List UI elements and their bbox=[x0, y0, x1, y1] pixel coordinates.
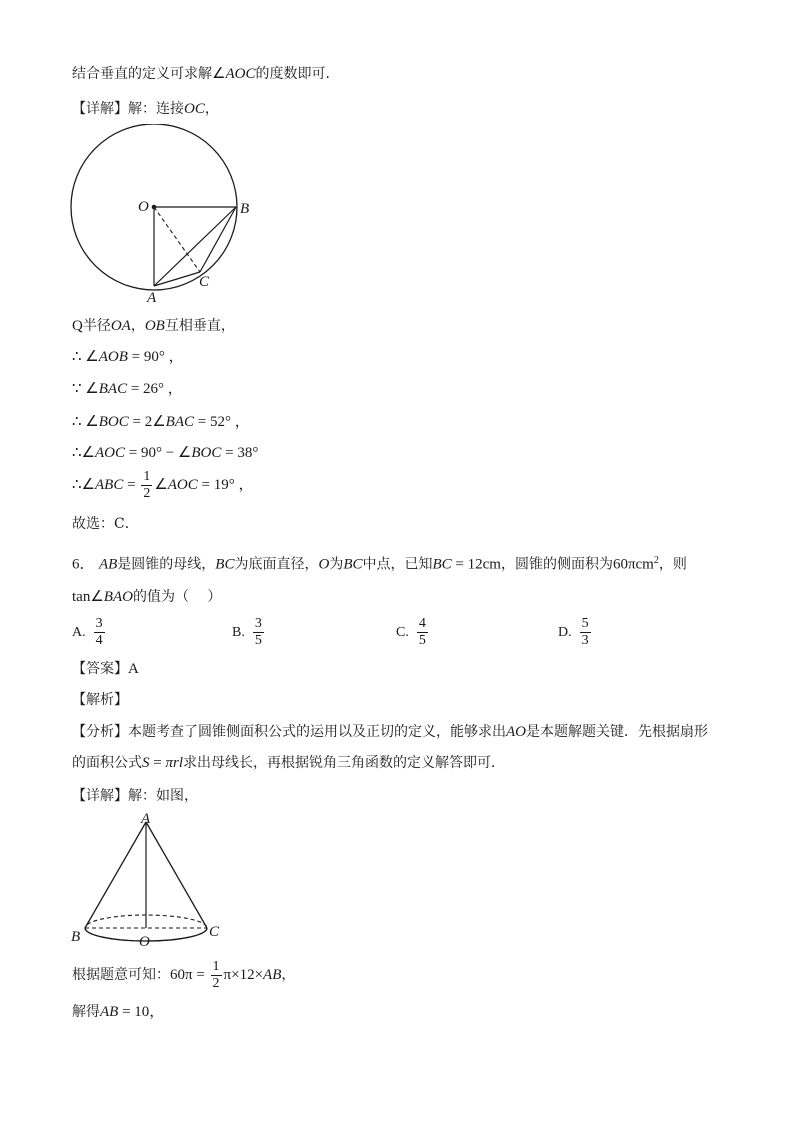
text: ，圆锥的侧面积为 bbox=[500, 556, 613, 573]
math-var: BOC bbox=[191, 445, 222, 461]
text: ， bbox=[204, 101, 219, 117]
math-var: BAC bbox=[165, 414, 195, 430]
text: = 19° ， bbox=[197, 477, 254, 493]
math-var: OB bbox=[144, 318, 165, 334]
fraction-numerator: 3 bbox=[95, 616, 103, 631]
question-6-stem bbox=[72, 551, 687, 575]
question-6-stem-cont bbox=[72, 587, 221, 607]
text: tan∠ bbox=[72, 589, 104, 605]
text: = bbox=[123, 477, 140, 493]
fraction bbox=[94, 616, 105, 649]
fraction-denominator: 5 bbox=[254, 633, 262, 648]
math-var: S bbox=[142, 755, 150, 771]
text: = 12cm bbox=[451, 556, 501, 573]
text: 半径 bbox=[82, 318, 111, 334]
label-C: C bbox=[199, 274, 210, 290]
text: 结合垂直的定义可求解 bbox=[72, 66, 212, 82]
math-var: BAC bbox=[98, 381, 128, 397]
text: = 10， bbox=[118, 1004, 165, 1020]
fraction-denominator: 2 bbox=[143, 486, 151, 502]
text-line-5 bbox=[72, 379, 183, 399]
text: Q bbox=[72, 318, 83, 334]
math-var: O bbox=[318, 556, 330, 573]
superscript: 2 bbox=[653, 555, 659, 566]
text-line-8 bbox=[72, 468, 253, 502]
text: = bbox=[149, 755, 166, 771]
text: = 90° − ∠ bbox=[125, 445, 192, 461]
label-C: C bbox=[209, 924, 220, 940]
text-line-1 bbox=[72, 64, 339, 84]
math-var: AOB bbox=[98, 349, 128, 365]
question-number: 6． bbox=[72, 556, 95, 573]
text: ∴∠ bbox=[72, 477, 95, 493]
math-var: BC bbox=[343, 556, 363, 573]
fraction bbox=[580, 616, 591, 649]
text: ∴ ∠ bbox=[72, 349, 99, 365]
answer-heading: 【答案】 bbox=[72, 661, 128, 677]
analysis-line-1 bbox=[72, 722, 708, 742]
math-var: BAO bbox=[103, 589, 133, 605]
text-line-11 bbox=[72, 1002, 164, 1022]
detail-heading bbox=[72, 786, 198, 806]
answer-value: A bbox=[128, 661, 139, 677]
angle-symbol: ∠ bbox=[212, 66, 226, 82]
center-point bbox=[152, 205, 157, 210]
label-O: O bbox=[139, 934, 150, 950]
fraction-denominator: 2 bbox=[212, 975, 220, 991]
circle-figure bbox=[66, 124, 256, 310]
label-B: B bbox=[71, 929, 81, 945]
label-B: B bbox=[240, 201, 250, 217]
text: = 38° bbox=[221, 445, 259, 461]
text: ∴∠ bbox=[72, 445, 95, 461]
math-var: πrl bbox=[165, 755, 183, 771]
text: 【详解】解：连接 bbox=[72, 101, 184, 117]
fraction bbox=[417, 616, 428, 649]
text: = 2∠ bbox=[128, 414, 166, 430]
fraction-numerator: 4 bbox=[418, 616, 426, 631]
text: 的面积公式 bbox=[72, 755, 142, 771]
text: 是圆锥的母线， bbox=[117, 556, 216, 573]
option-c[interactable] bbox=[396, 616, 430, 649]
label-A: A bbox=[147, 290, 157, 306]
cone-figure bbox=[66, 808, 236, 956]
math-var: OA bbox=[110, 318, 131, 334]
slant-AB bbox=[85, 822, 146, 928]
analysis-line-2 bbox=[72, 753, 505, 773]
fraction-numerator: 1 bbox=[212, 958, 220, 974]
text-line-6 bbox=[72, 412, 250, 432]
text-line-10 bbox=[72, 958, 295, 992]
option-b[interactable] bbox=[232, 616, 266, 649]
text: = 90° ， bbox=[127, 349, 184, 365]
math-var: OC bbox=[184, 101, 205, 117]
fraction-numerator: 3 bbox=[254, 616, 262, 631]
text: 60πcm bbox=[612, 556, 654, 573]
segment-OC-dashed bbox=[154, 207, 200, 272]
math-var: AOC bbox=[167, 477, 198, 493]
text: 中点，已知 bbox=[362, 556, 433, 573]
text-line-2 bbox=[72, 99, 219, 119]
text: 互相垂直， bbox=[164, 318, 235, 334]
math-var: ABC bbox=[95, 477, 124, 493]
text: 求出母线长，再根据锐角三角函数的定义解答即可． bbox=[183, 755, 505, 771]
text: ∵ ∠ bbox=[72, 381, 99, 397]
text: 为底面直径， bbox=[234, 556, 319, 573]
text: = 26° ， bbox=[127, 381, 183, 397]
text: 根据题意可知： bbox=[72, 967, 170, 983]
fraction bbox=[141, 469, 152, 502]
text: ∴ ∠ bbox=[72, 414, 99, 430]
option-label: D. bbox=[558, 624, 572, 640]
text: 为 bbox=[329, 556, 344, 573]
text: 故选：C． bbox=[72, 516, 139, 532]
fraction-denominator: 4 bbox=[95, 633, 103, 648]
fraction bbox=[211, 959, 222, 992]
fraction-numerator: 5 bbox=[581, 616, 589, 631]
label-O: O bbox=[138, 199, 149, 215]
segment-AB bbox=[154, 207, 236, 286]
math-var: BC bbox=[215, 556, 235, 573]
text: 是本题解题关键．先根据扇形 bbox=[526, 724, 708, 740]
text: 的值为（ ） bbox=[132, 589, 222, 605]
text: 60π = bbox=[170, 967, 209, 983]
text: 的度数即可． bbox=[255, 66, 340, 82]
analysis-heading bbox=[72, 690, 128, 710]
math-var: BC bbox=[432, 556, 452, 573]
text: ，则 bbox=[658, 556, 687, 573]
option-a[interactable] bbox=[72, 616, 107, 649]
math-var: AOC bbox=[225, 66, 256, 82]
math-var: BOC bbox=[98, 414, 129, 430]
text: 【解析】 bbox=[72, 692, 128, 708]
text: = 52° ， bbox=[194, 414, 250, 430]
text-line-7 bbox=[72, 443, 258, 463]
math-var: AB bbox=[100, 1004, 119, 1020]
text-line-4 bbox=[72, 347, 184, 367]
text: ， bbox=[281, 967, 296, 983]
fraction-denominator: 3 bbox=[581, 633, 589, 648]
text: 解得 bbox=[72, 1004, 100, 1020]
fraction bbox=[253, 616, 264, 649]
text-line-9 bbox=[72, 514, 139, 534]
answer-line bbox=[72, 659, 139, 679]
text: ， bbox=[130, 318, 145, 334]
text: 【分析】本题考查了圆锥侧面积公式的运用以及正切的定义，能够求出 bbox=[72, 724, 506, 740]
option-label: A. bbox=[72, 624, 86, 640]
option-label: B. bbox=[232, 624, 245, 640]
slant-AC bbox=[146, 822, 207, 928]
text: π×12× bbox=[223, 967, 264, 983]
fraction-denominator: 5 bbox=[418, 633, 426, 648]
fraction-numerator: 1 bbox=[143, 469, 151, 485]
math-var: AB bbox=[263, 967, 282, 983]
label-A: A bbox=[141, 811, 151, 827]
text: 【详解】解：如图， bbox=[72, 788, 198, 804]
text: ∠ bbox=[154, 477, 168, 493]
option-label: C. bbox=[396, 624, 409, 640]
option-d[interactable] bbox=[558, 616, 593, 649]
math-var: AO bbox=[506, 724, 526, 740]
math-var: AOC bbox=[95, 445, 125, 461]
text-line-3 bbox=[72, 316, 235, 336]
math-var: AB bbox=[98, 556, 118, 573]
